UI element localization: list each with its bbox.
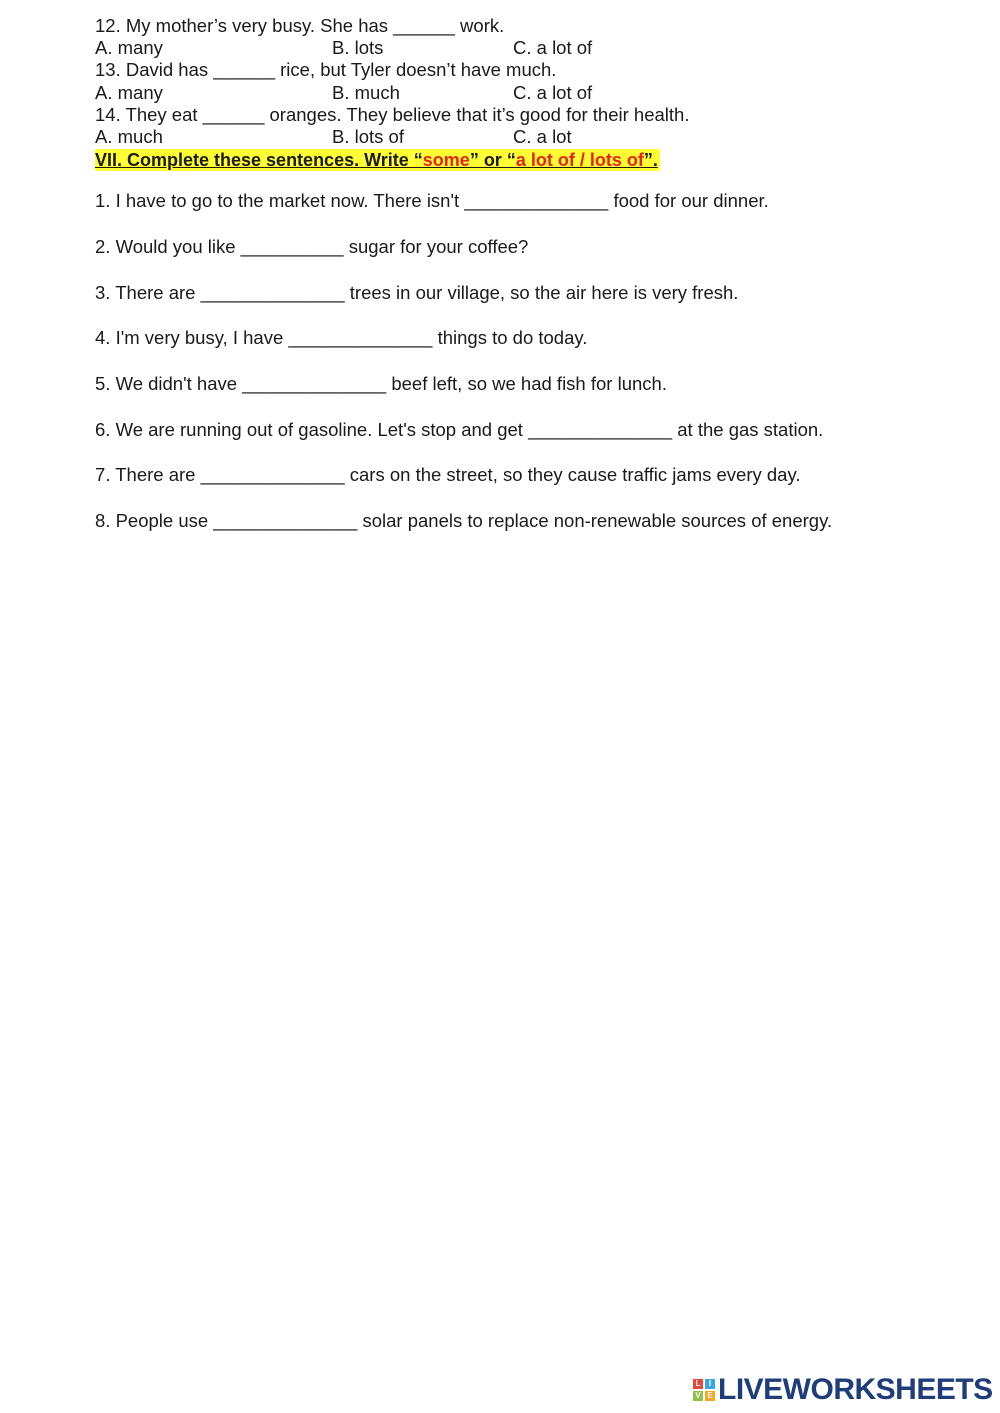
question-14-option-b: B. lots of (332, 126, 404, 147)
question-12-stem: 12. My mother’s very busy. She has ______ work. (95, 15, 505, 36)
sentence-8: 8. People use ______________ solar panels to replace non-renewable sources of energy. (95, 510, 833, 531)
question-14-stem: 14. They eat ______ oranges. They believe that it’s good for their health. (95, 104, 690, 125)
logo-tile-i: I (705, 1379, 715, 1389)
question-13-option-a: A. many (95, 82, 163, 103)
question-12-option-b: B. lots (332, 37, 384, 58)
logo-tile-v: V (693, 1391, 703, 1401)
section-heading-text-2: ” or “ (469, 150, 516, 170)
section-heading-text-3: ”. (643, 150, 658, 170)
question-12-option-a: A. many (95, 37, 163, 58)
sentence-4: 4. I'm very busy, I have ______________ things to do today. (95, 327, 588, 348)
section-heading (95, 149, 660, 171)
question-13-option-c: C. a lot of (513, 82, 593, 103)
question-12-option-c: C. a lot of (513, 37, 593, 58)
sentence-7: 7. There are ______________ cars on the street, so they cause traffic jams every day. (95, 464, 801, 485)
sentence-5: 5. We didn't have ______________ beef left, so we had fish for lunch. (95, 373, 667, 394)
question-13-option-b: B. much (332, 82, 400, 103)
liveworksheets-logo (693, 1373, 993, 1406)
sentence-1: 1. I have to go to the market now. There isn't ______________ food for our dinner. (95, 190, 769, 211)
logo-tile-l: L (693, 1379, 703, 1389)
question-14-option-c: C. a lot (513, 126, 572, 147)
logo-tile-e: E (705, 1391, 715, 1401)
question-14-option-a: A. much (95, 126, 163, 147)
question-13-stem: 13. David has ______ rice, but Tyler doesn’t have much. (95, 59, 557, 80)
logo-tiles-icon (693, 1379, 715, 1401)
logo-text: LIVEWORKSHEETS (718, 1373, 993, 1406)
section-heading-alot: a lot of / lots of (515, 150, 644, 170)
sentence-2: 2. Would you like __________ sugar for your coffee? (95, 236, 529, 257)
sentence-3: 3. There are ______________ trees in our village, so the air here is very fresh. (95, 282, 739, 303)
sentence-6: 6. We are running out of gasoline. Let's stop and get ______________ at the gas station. (95, 419, 824, 440)
section-heading-text-1: VII. Complete these sentences. Write “ (95, 150, 423, 170)
section-heading-some: some (422, 150, 470, 170)
